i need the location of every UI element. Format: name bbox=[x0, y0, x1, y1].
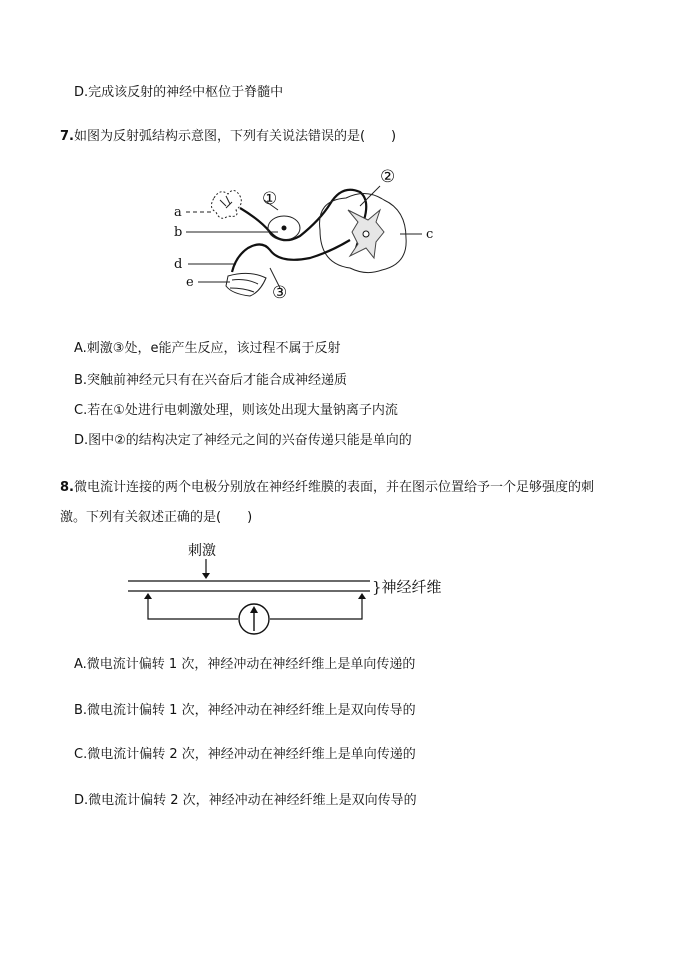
spinal-cord bbox=[320, 186, 422, 273]
question-8-number: 8. bbox=[60, 480, 74, 495]
question-7-option-a: A.刺激③处，e能产生反应，该过程不属于反射 bbox=[74, 341, 341, 356]
efferent-nerve bbox=[232, 240, 350, 272]
reflex-arc-diagram bbox=[170, 160, 590, 310]
left-electrode-tip bbox=[144, 593, 152, 599]
central-canal bbox=[363, 231, 369, 237]
label-e: e bbox=[186, 275, 194, 290]
right-electrode-wire bbox=[270, 595, 362, 619]
label-circle-2: ② bbox=[380, 167, 396, 187]
question-7-stem bbox=[60, 128, 396, 146]
question-7-text: 如图为反射弧结构示意图，下列有关说法错误的是( ) bbox=[73, 129, 397, 144]
receptor-skin bbox=[211, 190, 241, 218]
question-7-option-b: B.突触前神经元只有在兴奋后才能合成神经递质 bbox=[74, 373, 348, 388]
nerve-fiber-figure bbox=[120, 535, 480, 640]
question-7-number: 7. bbox=[60, 129, 74, 144]
reflex-arc-figure bbox=[170, 160, 590, 310]
label-b: b bbox=[174, 225, 183, 240]
label-d: d bbox=[174, 257, 183, 272]
question-8-stem-line1 bbox=[60, 479, 594, 497]
label-circle-1: ① bbox=[262, 189, 278, 209]
label-a: a bbox=[174, 205, 182, 220]
question-8-option-c: C.微电流计偏转 2 次，神经冲动在神经纤维上是单向传递的 bbox=[74, 747, 416, 762]
label-circle-3: ③ bbox=[272, 283, 288, 303]
question-8-option-a: A.微电流计偏转 1 次，神经冲动在神经纤维上是单向传递的 bbox=[74, 657, 416, 672]
afferent-nerve bbox=[240, 190, 366, 248]
left-electrode-wire bbox=[148, 595, 238, 619]
effector-muscle bbox=[226, 273, 266, 296]
question-8-option-d: D.微电流计偏转 2 次，神经冲动在神经纤维上是双向传导的 bbox=[74, 793, 417, 808]
stimulus-arrowhead bbox=[202, 573, 210, 579]
question-7-option-c: C.若在①处进行电刺激处理，则该处出现大量钠离子内流 bbox=[74, 403, 398, 418]
previous-option-d: D.完成该反射的神经中枢位于脊髓中 bbox=[74, 85, 284, 100]
ganglion-cell-body bbox=[282, 226, 287, 231]
label-c: c bbox=[426, 227, 434, 242]
stimulus-label: 刺激 bbox=[188, 543, 216, 559]
question-8-option-b: B.微电流计偏转 1 次，神经冲动在神经纤维上是双向传导的 bbox=[74, 703, 416, 718]
right-electrode-tip bbox=[358, 593, 366, 599]
question-7-option-d: D.图中②的结构决定了神经元之间的兴奋传递只能是单向的 bbox=[74, 433, 412, 448]
nerve-fiber-diagram bbox=[120, 535, 480, 640]
fiber-label: }神经纤维 bbox=[372, 578, 442, 596]
question-8-stem-line2: 激。下列有关叙述正确的是( ) bbox=[60, 510, 253, 525]
question-8-text-line1: 微电流计连接的两个电极分别放在神经纤维膜的表面，并在图示位置给予一个足够强度的刺 bbox=[73, 480, 594, 495]
